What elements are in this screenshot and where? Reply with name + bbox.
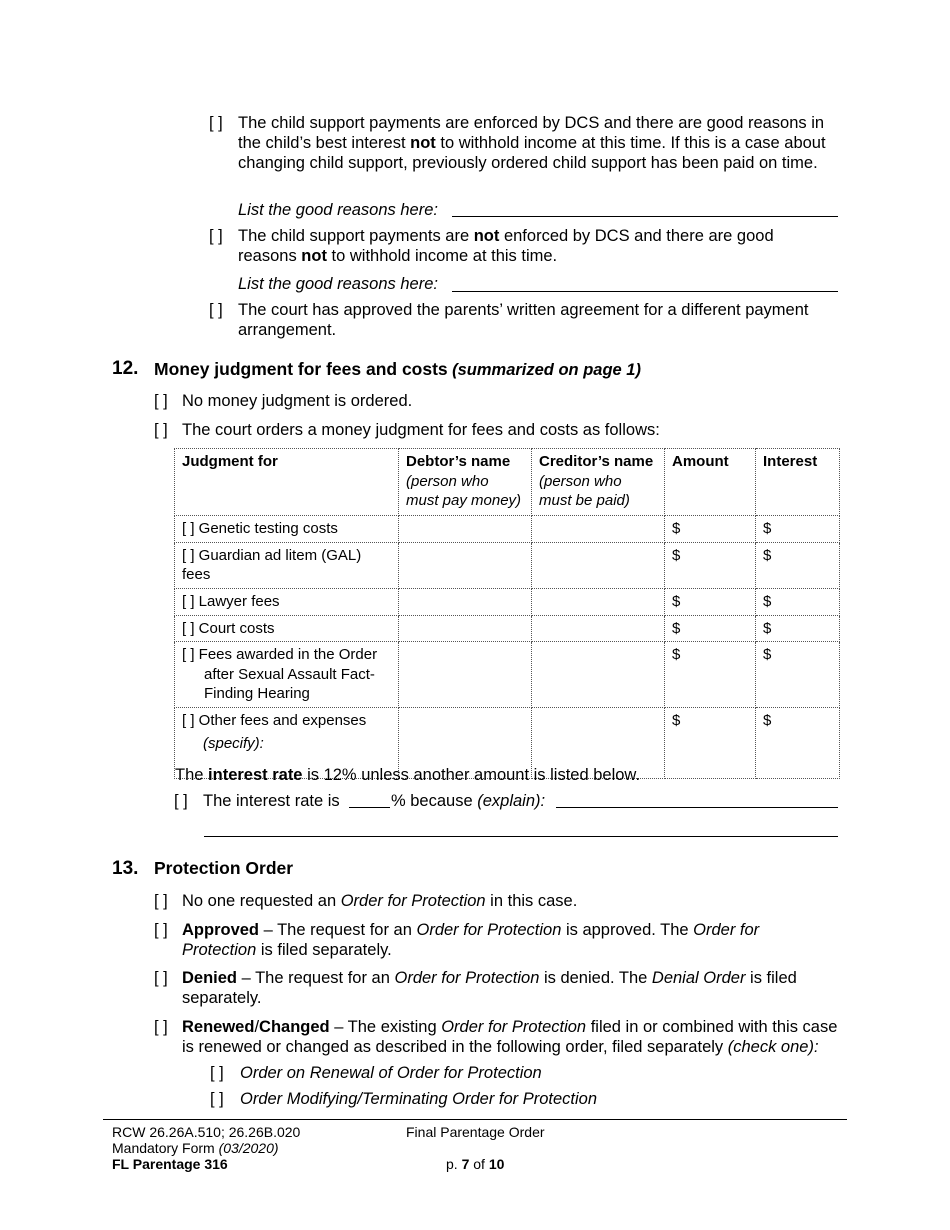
footer-mandatory (112, 1140, 279, 1156)
creditor-cell[interactable] (532, 615, 665, 642)
option-written-agreement: The court has approved the parents’ written agreement for a different payment arrangement. (238, 301, 809, 339)
interest-because-label (391, 791, 545, 811)
checkbox[interactable]: [ ] (154, 1018, 168, 1036)
amount-cell[interactable]: $ (665, 516, 756, 543)
row-label-continued: (specify): (203, 734, 264, 752)
explain-input-line-2[interactable] (204, 836, 838, 837)
table-row (175, 516, 840, 543)
debtor-cell[interactable] (399, 516, 532, 543)
text: of (469, 1156, 489, 1172)
reasons-label: List the good reasons here: (238, 275, 438, 293)
debtor-cell[interactable] (399, 542, 532, 588)
amount-cell[interactable]: $ (665, 615, 756, 642)
text: is 12% unless another amount is listed below. (302, 766, 641, 784)
option-modifying-order: Order Modifying/Terminating Order for Protection (240, 1090, 598, 1108)
reasons-input-line[interactable] (452, 291, 838, 292)
header-judgment (175, 449, 399, 516)
text: / (254, 1018, 260, 1036)
text: is approved. The (561, 921, 694, 939)
table-row (175, 615, 840, 642)
table-header-row (175, 449, 840, 516)
interest-cell[interactable]: $ (756, 588, 840, 615)
row-label[interactable]: [ ] Lawyer fees (175, 588, 399, 615)
header-label: Amount (672, 453, 729, 470)
fees-table (174, 448, 840, 779)
row-label[interactable] (175, 642, 399, 708)
interest-rate-label: The interest rate is (203, 792, 340, 810)
checkbox[interactable]: [ ] (210, 1090, 224, 1108)
bold-text: interest rate (208, 766, 303, 784)
table-row (175, 642, 840, 708)
explain-input-line[interactable] (556, 807, 838, 808)
amount-cell[interactable]: $ (665, 708, 756, 779)
debtor-cell[interactable] (399, 642, 532, 708)
checkbox[interactable]: [ ] (154, 421, 168, 439)
text: is filed separately. (182, 969, 797, 1007)
checkbox[interactable]: [ ] (154, 969, 168, 987)
debtor-cell[interactable] (399, 588, 532, 615)
header-label: Debtor’s name (406, 453, 511, 470)
creditor-cell[interactable] (532, 516, 665, 543)
footer-form-id: FL Parentage 316 (112, 1156, 228, 1172)
footer-doc-title: Final Parentage Order (406, 1124, 545, 1140)
section-title: Money judgment for fees and costs (154, 359, 448, 379)
option-none-requested (182, 891, 577, 911)
italic-text: (explain): (477, 792, 546, 810)
amount-cell[interactable]: $ (665, 588, 756, 615)
header-interest (756, 449, 840, 516)
option-renewal-order: Order on Renewal of Order for Protection (240, 1064, 542, 1082)
bold-text: 7 (461, 1156, 470, 1172)
checkbox[interactable]: [ ] (154, 892, 168, 910)
italic-text: Order for Protection (441, 1018, 587, 1036)
checkbox[interactable]: [ ] (209, 114, 223, 132)
bold-text: Changed (259, 1018, 330, 1036)
bold-text: not (473, 227, 500, 245)
checkbox[interactable]: [ ] (174, 792, 188, 810)
header-debtor (399, 449, 532, 516)
footer-rcw: RCW 26.26A.510; 26.26B.020 (112, 1124, 301, 1140)
italic-text: Order for Protection (340, 892, 486, 910)
checkbox[interactable]: [ ] (154, 921, 168, 939)
row-label-continued: after Sexual Assault Fact-Finding Hearing (204, 665, 375, 702)
option-renewed-changed (182, 1017, 850, 1057)
header-label: Judgment for (182, 453, 278, 470)
text: – The request for an (259, 921, 417, 939)
table-row (175, 588, 840, 615)
interest-cell[interactable]: $ (756, 708, 840, 779)
italic-text: Denial Order (651, 969, 746, 987)
text: Mandatory Form (112, 1140, 219, 1156)
debtor-cell[interactable] (399, 615, 532, 642)
option-approved (182, 920, 792, 960)
text: to withhold income at this time. (326, 247, 558, 265)
section-note: (summarized on page 1) (452, 361, 641, 379)
section-heading (154, 359, 641, 380)
row-label-text: [ ] Other fees and expenses (182, 712, 367, 729)
text: % because (391, 792, 473, 810)
creditor-cell[interactable] (532, 642, 665, 708)
row-label[interactable]: [ ] Genetic testing costs (175, 516, 399, 543)
row-label-text: [ ] Fees awarded in the Order (182, 646, 378, 663)
row-label[interactable]: [ ] Guardian ad litem (GAL) fees (175, 542, 399, 588)
text: – The request for an (237, 969, 395, 987)
section-title: Protection Order (154, 858, 294, 878)
checkbox[interactable]: [ ] (209, 301, 223, 319)
text: p. (446, 1156, 462, 1172)
amount-cell[interactable]: $ (665, 642, 756, 708)
bold-text: Renewed (182, 1018, 255, 1036)
text: – The existing (329, 1018, 442, 1036)
text: The (175, 766, 209, 784)
interest-cell[interactable]: $ (756, 642, 840, 708)
bold-text: not (301, 247, 327, 265)
section-number: 12. (112, 358, 139, 379)
header-label: Creditor’s name (539, 453, 654, 470)
option-no-judgment: No money judgment is ordered. (182, 392, 413, 410)
text: enforced by DCS and there are good reasons (238, 227, 774, 265)
footer-page-number (446, 1156, 504, 1172)
creditor-cell[interactable] (532, 588, 665, 615)
text: filed in or combined with this case is renewed or changed as described in the following order, filed separately (182, 1018, 838, 1056)
interest-cell[interactable]: $ (756, 542, 840, 588)
header-amount (665, 449, 756, 516)
checkbox[interactable]: [ ] (154, 392, 168, 410)
header-sublabel: (person who must be paid) (539, 472, 630, 509)
table-row (175, 542, 840, 588)
text: to withhold income at this time. If this is a case about changing child support, previously ordered child support has been paid on time. (238, 134, 826, 172)
text: The child support payments are (238, 227, 474, 245)
text: No one requested an (182, 892, 341, 910)
option-judgment-ordered: The court orders a money judgment for fees and costs as follows: (182, 421, 660, 439)
bold-text: not (410, 134, 436, 152)
text: The child support payments are enforced by DCS and there are good reasons in the child’s best interest (238, 114, 825, 152)
option-denied (182, 968, 832, 1008)
interest-cell[interactable]: $ (756, 516, 840, 543)
header-sublabel: (person who must pay money) (406, 472, 522, 509)
italic-text: Order for Protection (416, 921, 562, 939)
reasons-input-line[interactable] (452, 216, 838, 217)
interest-rate-note (175, 765, 640, 785)
text: in this case. (485, 892, 578, 910)
checkbox[interactable]: [ ] (209, 227, 223, 245)
bold-text: Denied (182, 969, 238, 987)
italic-text: Order for Protection (394, 969, 540, 987)
option-dcs-enforced (238, 113, 836, 173)
header-creditor (532, 449, 665, 516)
creditor-cell[interactable] (532, 542, 665, 588)
row-label[interactable]: [ ] Court costs (175, 615, 399, 642)
italic-text: Order for Protection (182, 921, 760, 959)
section-number: 13. (112, 858, 139, 879)
italic-text: (check one): (727, 1038, 819, 1056)
italic-text: (03/2020) (218, 1140, 279, 1156)
text: is denied. The (539, 969, 652, 987)
reasons-label: List the good reasons here: (238, 201, 438, 219)
text: is filed separately. (256, 941, 392, 959)
interest-rate-input-line[interactable] (349, 807, 390, 808)
bold-text: 10 (488, 1156, 505, 1172)
footer-divider (103, 1119, 847, 1120)
amount-cell[interactable]: $ (665, 542, 756, 588)
bold-text: Approved (182, 921, 260, 939)
header-label: Interest (763, 453, 818, 470)
option-not-dcs-enforced (238, 226, 836, 266)
interest-cell[interactable]: $ (756, 615, 840, 642)
checkbox[interactable]: [ ] (210, 1064, 224, 1082)
